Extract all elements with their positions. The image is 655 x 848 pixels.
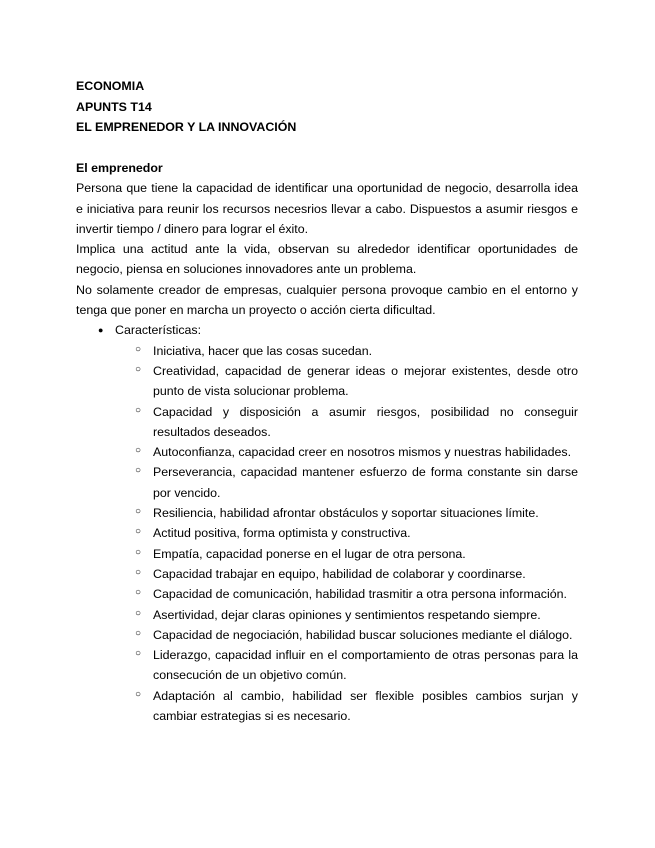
list-item (115, 645, 578, 686)
list-item-text: Liderazgo, capacidad influir en el comportamiento de otras personas para la consecución de un objetivo común. (153, 648, 578, 683)
subject-title: ECONOMIA (76, 79, 145, 93)
circle-bullet-icon: ○ (135, 343, 142, 355)
list-item-text: Capacidad trabajar en equipo, habilidad de colaborar y coordinarse. (153, 566, 526, 581)
list-item-text: Capacidad de comunicación, habilidad trasmitir a otra persona información. (153, 587, 567, 602)
topic-title: EL EMPRENEDOR Y LA INNOVACIÓN (76, 120, 297, 134)
circle-bullet-icon: ○ (135, 688, 142, 700)
list-item (115, 361, 578, 402)
list-item (115, 442, 578, 462)
list-item (115, 341, 578, 361)
circle-bullet-icon: ○ (135, 404, 142, 416)
blank-line (76, 138, 578, 159)
circle-bullet-icon: ○ (135, 363, 142, 375)
list-item-text: Actitud positiva, forma optimista y constructiva. (153, 526, 411, 541)
list-item (115, 462, 578, 503)
circle-bullet-icon: ○ (135, 506, 142, 518)
list-item-text: Asertividad, dejar claras opiniones y sentimientos respetando siempre. (153, 607, 541, 622)
document-content (76, 76, 578, 726)
list-item (115, 625, 578, 645)
list-item-text: Capacidad de negociación, habilidad buscar soluciones mediante el diálogo. (153, 627, 573, 642)
circle-bullet-icon: ○ (135, 627, 142, 639)
section-title: El emprenedor (76, 161, 163, 175)
circle-bullet-icon: ○ (135, 566, 142, 578)
characteristics-list (76, 320, 578, 726)
list-item-text: Resiliencia, habilidad afrontar obstáculos y soportar situaciones límite. (153, 506, 539, 521)
circle-bullet-icon: ○ (135, 445, 142, 457)
list-item-text: Iniciativa, hacer que las cosas sucedan. (153, 343, 373, 358)
list-item-text: Perseverancia, capacidad mantener esfuerzo de forma constante sin darse por vencido. (153, 465, 578, 500)
list-item (115, 402, 578, 443)
list-item (115, 564, 578, 584)
list-item-text: Empatía, capacidad ponerse en el lugar de otra persona. (153, 546, 466, 561)
circle-bullet-icon: ○ (135, 648, 142, 660)
list-item (115, 523, 578, 543)
list-item (76, 320, 578, 726)
list-item-text: Adaptación al cambio, habilidad ser flexible posibles cambios surjan y cambiar estrategias si es necesario. (153, 688, 578, 724)
list-item (115, 544, 578, 564)
list-item (115, 584, 578, 604)
list-item-text: Autoconfianza, capacidad creer en nosotros mismos y nuestras habilidades. (153, 445, 572, 460)
list-item (115, 605, 578, 625)
list-item (115, 503, 578, 523)
circle-bullet-icon: ○ (135, 526, 142, 538)
circle-bullet-icon: ○ (135, 587, 142, 599)
circle-bullet-icon: ○ (135, 546, 142, 558)
list-item-text: Capacidad y disposición a asumir riesgos, posibilidad no conseguir resultados deseados. (153, 404, 578, 439)
notes-title: APUNTS T14 (76, 99, 152, 114)
bullet-icon: ● (98, 325, 104, 336)
paragraph-definition: Persona que tiene la capacidad de identificar una oportunidad de negocio, desarrolla idea e iniciativa para reunir los recursos necesrios llevar a cabo. Dispuestos a asumir riesgos e invertir tiempo / dinero para lograr el éxito. (76, 181, 578, 236)
list-title: Características: (115, 323, 202, 338)
circle-bullet-icon: ○ (135, 465, 142, 477)
list-item (115, 686, 578, 727)
characteristics-sublist (115, 341, 578, 727)
circle-bullet-icon: ○ (135, 607, 142, 619)
list-item-text: Creatividad, capacidad de generar ideas o mejorar existentes, desde otro punto de vista solucionar problema. (153, 363, 578, 399)
paragraph-scope: No solamente creador de empresas, cualquier persona provoque cambio en el entorno y tenga que poner en marcha un proyecto o acción cierta dificultad. (76, 282, 578, 318)
paragraph-attitude: Implica una actitud ante la vida, observan su alrededor identificar oportunidades de negocio, piensa en soluciones innovadores ante un problema. (76, 242, 578, 277)
